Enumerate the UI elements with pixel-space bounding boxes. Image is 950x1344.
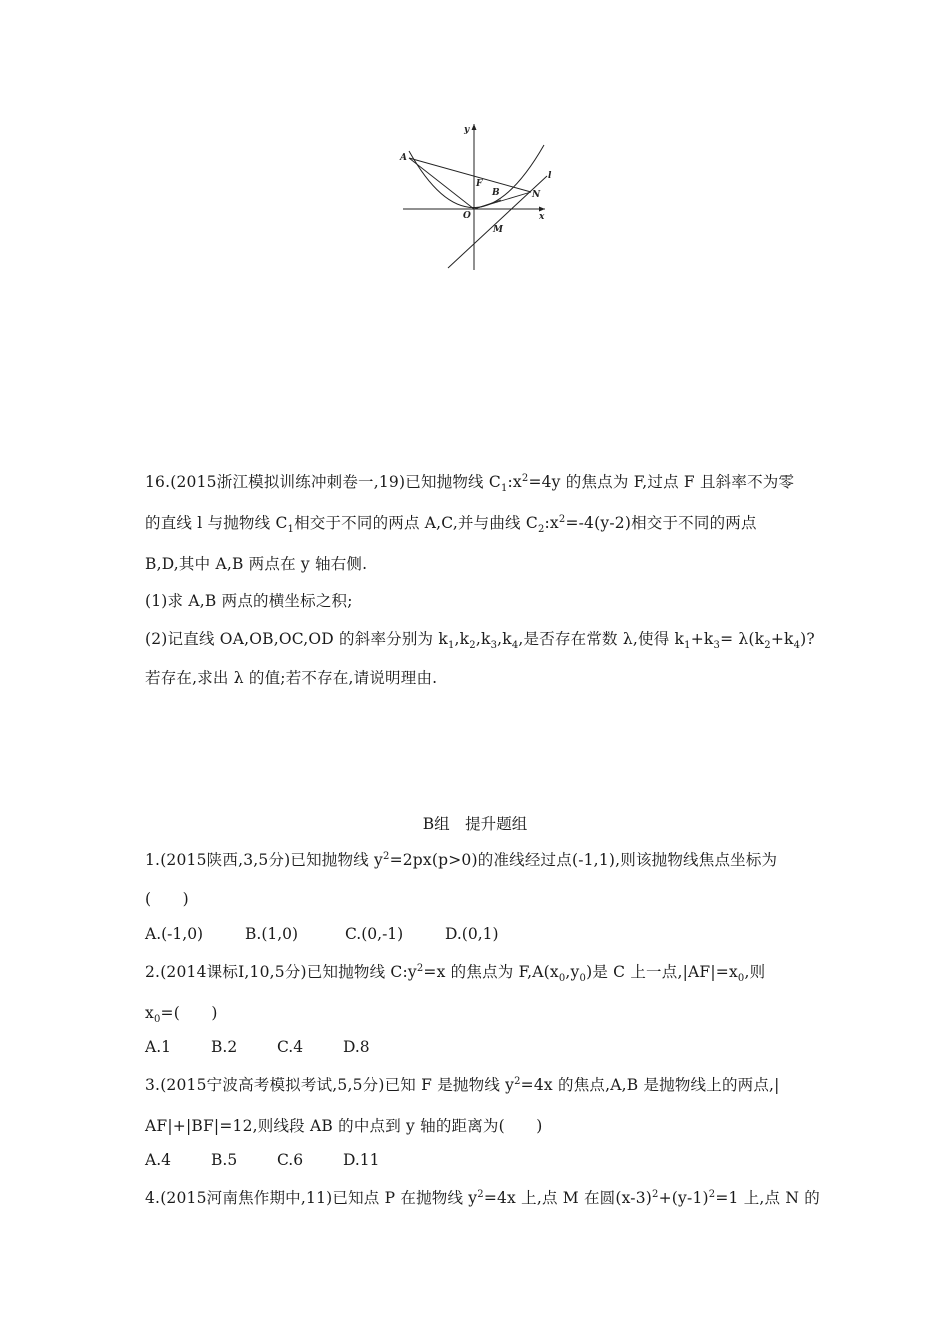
x-axis-arrow [539,207,545,212]
q16-part2: (2)记直线 OA,OB,OC,OD 的斜率分别为 $k_1,k_2,k_3,k_4$,是否存在常数 λ,使得 $k_1+k_3= \lambda(k_2+k_4)$? [145,630,815,652]
q1-line2: ( ) [145,890,189,908]
q1-option-b: B.(1,0) [245,925,299,943]
segment-OA [409,158,474,209]
y-axis-arrow [472,124,477,130]
q1-option-c: C.(0,-1) [345,925,404,943]
q1-line1: 1.(2015陕西,3,5分)已知抛物线 $y^2=2px(p>0)$的准线经过点(-1,1),则该抛物线焦点坐标为 [145,850,778,869]
q1-options [145,925,499,943]
q2-line2: $x_0=$( ) [145,1004,218,1026]
q2-options [145,1038,370,1056]
label-y: y [464,125,470,135]
q4-line1: 4.(2015河南焦作期中,11)已知点 P 在抛物线 $y^2=4x$ 上,点 M 在圆$(x-3)^2+(y-1)^2=1$ 上,点 N 的 [145,1188,820,1207]
parabola-diagram [395,118,560,273]
label-B: B [492,188,500,198]
label-l: l [548,171,552,181]
q2-line1: 2.(2014课标Ⅰ,10,5分)已知抛物线 $C:y^2=x$ 的焦点为 $F,A(x_0,y_0)$是 C 上一点$,|AF|=x_0$,则 [145,962,766,985]
section-title: B组 提升题组 [422,815,528,833]
q2-option-d: D.8 [343,1038,370,1056]
q16-part2-continued: 若存在,求出 λ 的值;若不存在,请说明理由. [145,669,438,687]
q16-line2: 的直线 l 与抛物线 $C_1$相交于不同的两点 A,C,并与曲线 $C_2:x^2=-4(y-2)$相交于不同的两点 [145,513,757,536]
q16-line1: 16.(2015浙江模拟训练冲刺卷一,19)已知抛物线 $C_1:x^2=4y$ 的焦点为 F,过点 F 且斜率不为零 [145,472,795,495]
label-F: F [476,179,483,189]
label-M: M [493,225,503,235]
q3-option-c: C.6 [277,1151,304,1169]
q1-option-a: A.(-1,0) [145,925,204,943]
q3-line2: AF|+|BF|=12,则线段 AB 的中点到 y 轴的距离为( ) [145,1117,543,1135]
q3-line1: 3.(2015宁波高考模拟考试,5,5分)已知 F 是抛物线 $y^2=4x$ 的焦点,A,B 是抛物线上的两点,| [145,1075,780,1094]
q1-option-d: D.(0,1) [445,925,499,943]
label-N: N [532,190,541,200]
q3-options [145,1151,380,1169]
q3-option-a: A.4 [145,1151,171,1169]
segment-ON [474,192,531,209]
label-O: O [463,211,471,221]
q2-option-c: C.4 [277,1038,304,1056]
q3-option-b: B.5 [211,1151,238,1169]
parabola-figure [395,118,560,273]
label-x: x [539,212,545,222]
q16-part1: (1)求 A,B 两点的横坐标之积; [145,592,353,610]
q2-option-b: B.2 [211,1038,238,1056]
q3-option-d: D.11 [343,1151,380,1169]
q2-option-a: A.1 [145,1038,171,1056]
label-A: A [400,153,407,163]
q16-line3: B,D,其中 A,B 两点在 y 轴右侧. [145,555,368,573]
line-AN [409,158,531,192]
